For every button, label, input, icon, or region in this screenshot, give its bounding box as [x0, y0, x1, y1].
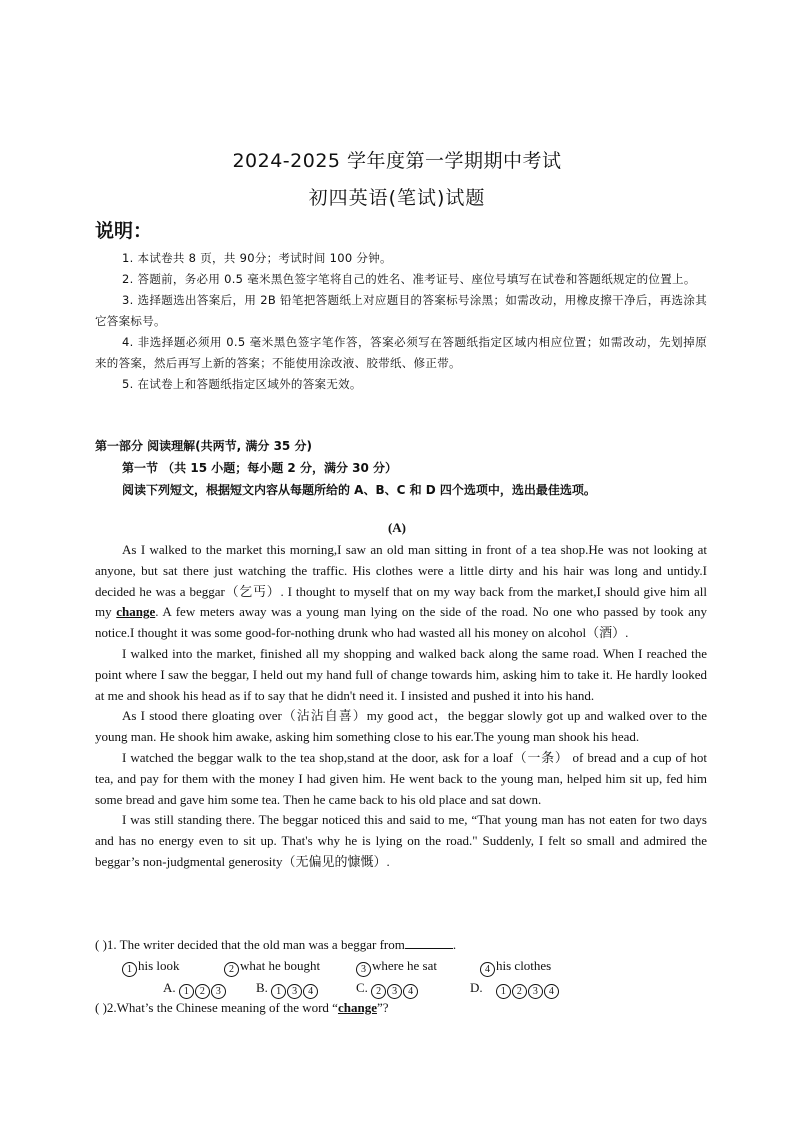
passage-paragraph: I was still standing there. The beggar noticed this and said to me, “That young man has not eaten for two days and has no energy even to sit up. That's why he is lying on the road." Suddenly, I felt so small and admired the beggar’s non-judgmental generosity（无偏见的慷慨）. [95, 812, 707, 869]
section-title: 第一节 （共 15 小题；每小题 2 分，满分 30 分） [122, 461, 397, 475]
passage-paragraph: As I walked to the market this morning,I saw an old man sitting in front of a tea shop.He was not looking at anyone, but sat there just watching the traffic. His clothes were a little dirty and his hair was long and untidy.I decided he was a beggar（乞丐）. I thought to myself that on my way back from the market,I should give him all my change. A few meters away was a young man lying on the side of the road. No one who passed by took any notice.I thought it was some good-for-nothing drunk who had wasted all his money on alcohol（酒）. [95, 542, 707, 641]
note-item: 1. 本试卷共 8 页，共 90分；考试时间 100 分钟。 [122, 251, 392, 265]
note-item: 5. 在试卷上和答题纸指定区域外的答案无效。 [122, 377, 362, 391]
passage-paragraph: I watched the beggar walk to the tea shop,stand at the door, ask for a loaf（一条） of bread and a cup of hot tea, and pay for them with the money I had given him. He went back to the young man, helped him sit up, fed him some bread and gave him some tea. Then he came back to his old place and sat down. [95, 749, 707, 807]
q1-option-3: 3 where he sat [356, 958, 437, 977]
passage-paragraph: As I stood there gloating over（沾沾自喜）my good act，the beggar slowly got up and walked over to the young man. He shook him awake, asking him something close to his ear.The young man shook his head. [95, 708, 707, 745]
q1-option-1: 1 his look [122, 958, 180, 977]
note-item: 4. 非选择题必须用 0.5 毫米黑色签字笔作答，答案必须写在答题纸指定区域内相应位置；如需改动，先划掉原来的答案，然后再写上新的答案；不能使用涂改液、胶带纸、修正带。 [95, 335, 707, 370]
answer-blank[interactable] [405, 936, 453, 949]
question-2: ( )2.What’s the Chinese meaning of the word “change”? [95, 1000, 389, 1015]
instructions: 阅读下列短文，根据短文内容从每题所给的 A、B、C 和 D 四个选项中，选出最佳选项。 [122, 483, 596, 497]
notes-heading: 说明： [95, 220, 153, 242]
passage-label: (A) [387, 520, 407, 535]
note-item: 3. 选择题选出答案后，用 2B 铅笔把答题纸上对应题目的答案标号涂黑；如需改动，用橡皮擦干净后，再选涂其它答案标号。 [95, 293, 707, 328]
note-item: 2. 答题前，务必用 0.5 毫米黑色签字笔将自己的姓名、准考证号、座位号填写在试卷和答题纸规定的位置上。 [122, 272, 696, 286]
key-word: change [337, 1000, 377, 1015]
q1-answer-b[interactable]: B. 1 3 4 [256, 980, 319, 999]
reading-passage [95, 540, 707, 873]
passage-paragraph: I walked into the market, finished all my shopping and walked back along the same road. When I reached the point where I saw the beggar, I held out my hand full of change towards him, asking him to take it. He hardly looked at me and shook his head as if to say that he didn't need it. I insisted and pushed it into his hand. [95, 645, 707, 703]
exam-subtitle: 初四英语(笔试)试题 [308, 187, 486, 209]
q1-answer-c[interactable]: C. 2 3 4 [356, 980, 419, 999]
q1-answer-d[interactable]: D. 1 2 3 4 [470, 980, 560, 999]
notes-list [95, 248, 707, 395]
q1-option-4: 4 his clothes [480, 958, 551, 977]
q1-answer-a[interactable]: A. 1 2 3 [163, 980, 227, 999]
part-title: 第一部分 阅读理解(共两节, 满分 35 分) [95, 439, 312, 453]
question-1: ( )1. The writer decided that the old man was a beggar from . [95, 937, 457, 952]
key-word: change [116, 604, 156, 620]
exam-title: 2024-2025 学年度第一学期期中考试 [232, 150, 562, 172]
q1-option-2: 2 what he bought [224, 958, 320, 977]
